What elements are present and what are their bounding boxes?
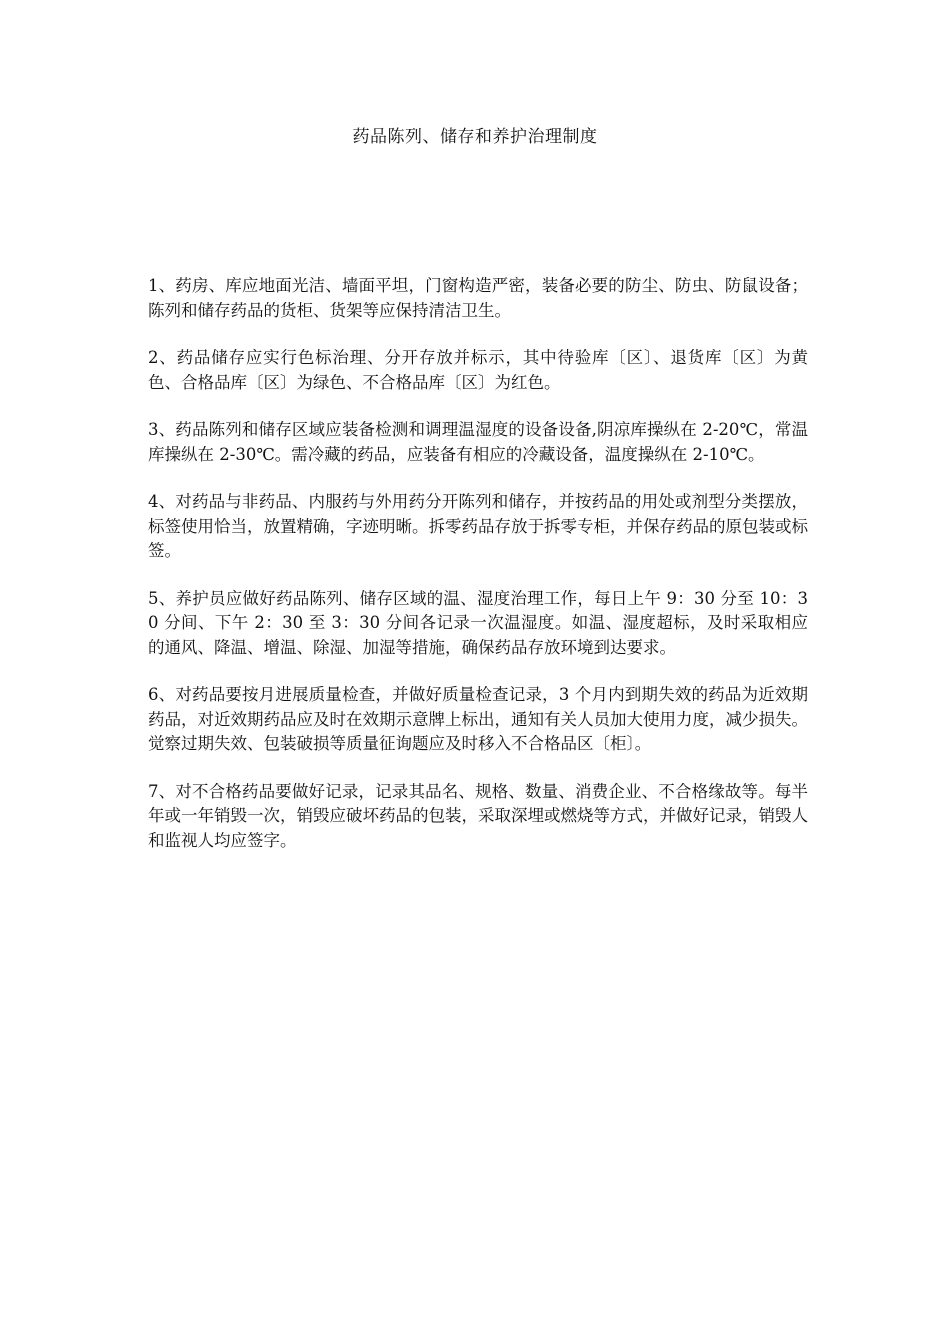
paragraph-3: 3、药品陈列和储存区域应装备检测和调理温湿度的设备设备,阴凉库操纵在 2-20℃，常温库操纵在 2-30℃。需冷藏的药品，应装备有相应的冷藏设备，温度操纵在 2-10℃。 [148,420,808,464]
paragraph-6: 6、对药品要按月进展质量检查，并做好质量检查记录，3 个月内到期失效的药品为近效期药品，对近效期药品应及时在效期示意牌上标出，通知有关人员加大使用力度，减少损失。觉察过期失效、包装破损等质量征询题应及时移入不合格品区〔柜〕。 [148,685,808,753]
paragraph-7: 7、对不合格药品要做好记录，记录其品名、规格、数量、消费企业、不合格缘故等。每半年或一年销毁一次，销毁应破坏药品的包装，采取深埋或燃烧等方式，并做好记录，销毁人和监视人均应签字。 [148,781,808,850]
document-title: 药品陈列、储存和养护治理制度 [352,127,598,147]
paragraph-4: 4、对药品与非药品、内服药与外用药分开陈列和储存，并按药品的用处或剂型分类摆放，标签使用恰当，放置精确，字迹明晰。拆零药品存放于拆零专柜，并保存药品的原包装或标签。 [148,492,808,560]
paragraph-2: 2、药品储存应实行色标治理、分开存放并标示，其中待验库〔区〕、退货库〔区〕为黄色、合格品库〔区〕为绿色、不合格品库〔区〕为红色。 [148,348,808,392]
document-body [148,274,808,876]
paragraph-5: 5、养护员应做好药品陈列、储存区域的温、湿度治理工作，每日上午 9：30 分至 10：30 分间、下午 2：30 至 3：30 分间各记录一次温湿度。如温、湿度超标，及时采取相应的通风、降温、增温、除湿、加湿等措施，确保药品存放环境到达要求。 [148,588,808,657]
paragraph-1: 1、药房、库应地面光洁、墙面平坦，门窗构造严密，装备必要的防尘、防虫、防鼠设备；陈列和储存药品的货柜、货架等应保持清洁卫生。 [148,276,808,320]
